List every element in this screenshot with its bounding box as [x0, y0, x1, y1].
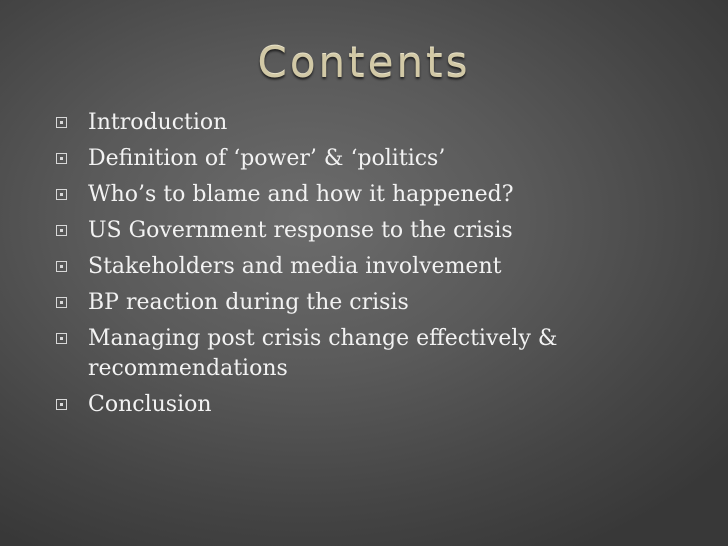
list-item — [56, 390, 696, 420]
square-bullet-icon — [56, 297, 67, 308]
square-bullet-icon — [56, 117, 67, 128]
square-bullet-icon — [56, 153, 67, 164]
square-bullet-icon — [56, 225, 67, 236]
square-bullet-icon — [56, 189, 67, 200]
slide-title: Contents — [257, 38, 471, 87]
list-item-label: BP reaction during the crisis — [88, 290, 409, 315]
list-item-label: Conclusion — [88, 392, 212, 417]
list-item — [56, 144, 696, 174]
list-item-label: Definition of ‘power’ & ‘politics’ — [88, 146, 446, 171]
square-bullet-icon — [56, 261, 67, 272]
list-item-label: Stakeholders and media involvement — [88, 254, 502, 279]
contents-list — [56, 108, 696, 426]
list-item — [56, 216, 696, 246]
list-item-label: US Government response to the crisis — [88, 218, 513, 243]
square-bullet-icon — [56, 399, 67, 410]
list-item-label: Managing post crisis change effectively & recommendations — [88, 326, 558, 381]
list-item — [56, 108, 696, 138]
list-item — [56, 288, 696, 318]
square-bullet-icon — [56, 333, 67, 344]
list-item-label: Who’s to blame and how it happened? — [88, 182, 514, 207]
list-item — [56, 252, 696, 282]
list-item — [56, 180, 696, 210]
list-item-label: Introduction — [88, 110, 228, 135]
list-item — [56, 324, 696, 384]
